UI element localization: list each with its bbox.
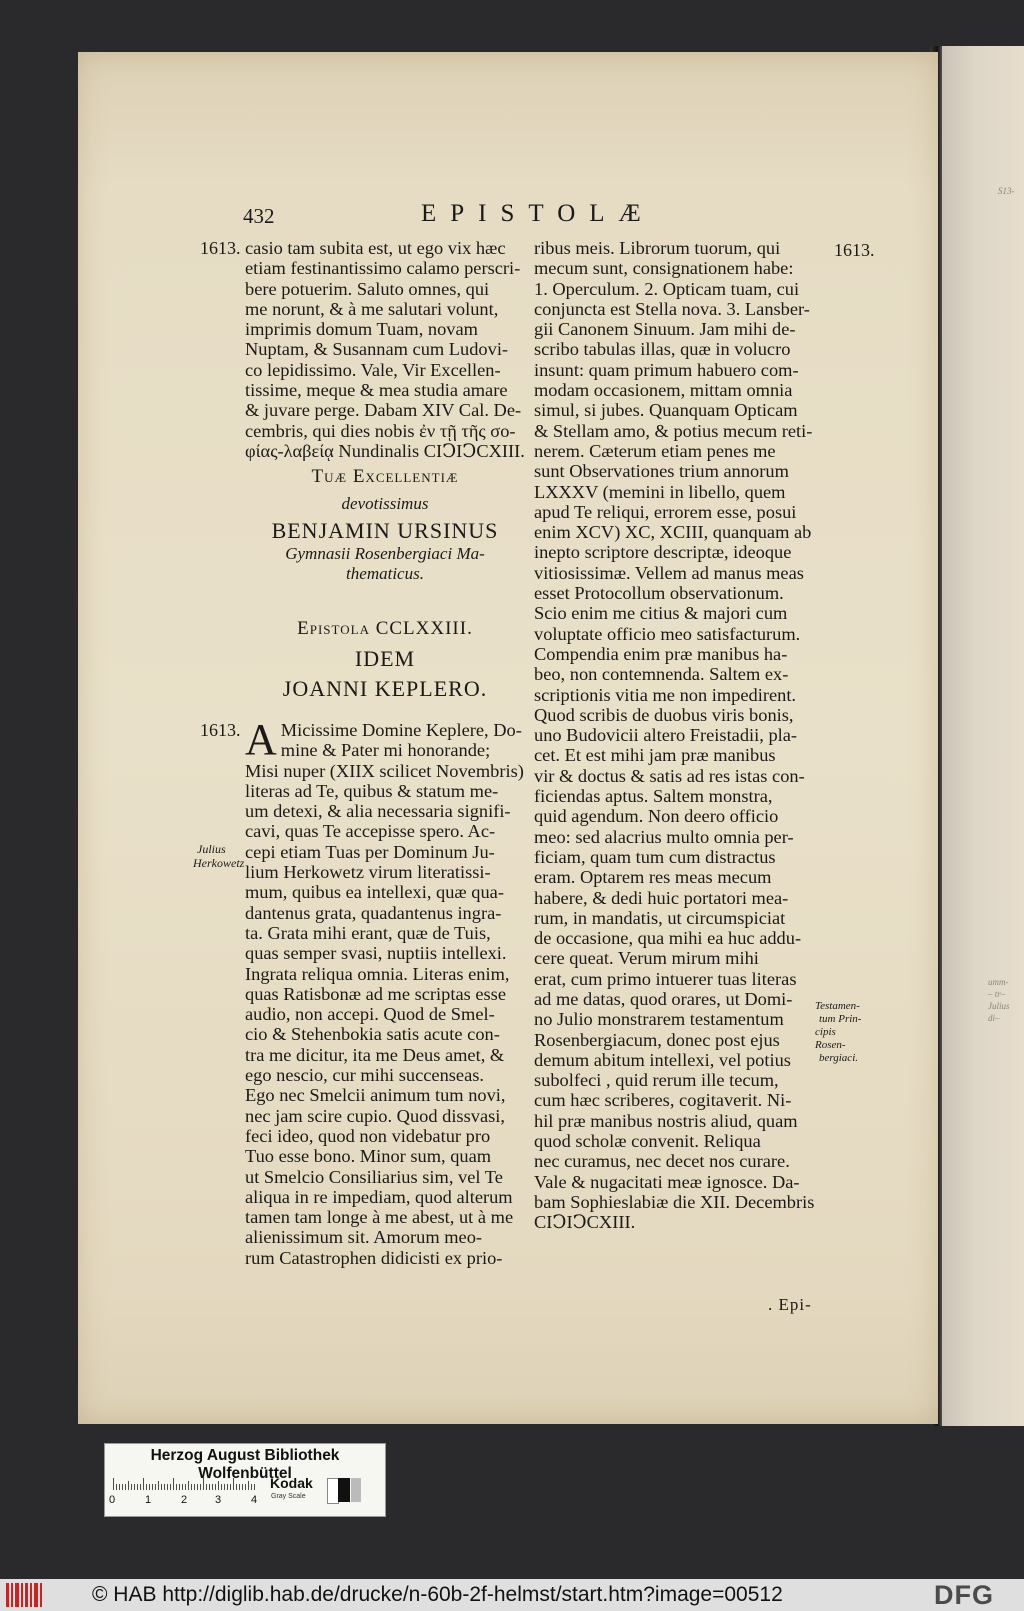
ruler-tick: [134, 1484, 135, 1490]
text-line: cet. Et est mihi jam præ manibus: [534, 745, 776, 766]
text-line: cepi etiam Tuas per Dominum Ju-: [245, 841, 495, 862]
gray-patch-gray: [351, 1478, 361, 1502]
ruler-tick: [170, 1484, 171, 1490]
ruler-tick: [146, 1484, 147, 1490]
text-line: nerem. Cæterum etiam penes me: [534, 440, 776, 461]
text-line: etiam festinantissimo calamo perscri-: [245, 258, 521, 279]
ruler-number: 4: [251, 1494, 258, 1506]
ruler-tick: [203, 1478, 204, 1490]
ruler-tick: [209, 1484, 210, 1490]
text-line: vitiosissimæ. Vellem ad manus meas: [534, 562, 804, 583]
closing-devotion: devotissimus: [341, 494, 429, 513]
ruler-tick: [221, 1484, 222, 1490]
ruler-number: 2: [181, 1494, 188, 1506]
text-line: Ingrata reliqua omnia. Literas enim,: [245, 963, 510, 984]
text-line: quid agendum. Non deero officio: [534, 806, 779, 827]
ruler-tick: [125, 1484, 126, 1490]
text-line: casio tam subita est, ut ego vix hæc: [245, 238, 506, 258]
margin-year-letter: 1613.: [200, 720, 241, 740]
ruler-tick: [206, 1484, 207, 1490]
ruler-number: 1: [145, 1494, 152, 1506]
text-line: nec jam scire cupio. Quod dissvasi,: [245, 1105, 505, 1126]
text-line: Rosenbergiacum, donec post ejus: [534, 1029, 780, 1050]
text-line: literas ad Te, quibus & statum me-: [245, 780, 499, 801]
text-line: erat, cum primo intuerer tuas literas: [534, 968, 797, 989]
epistle-heading: Epistola CCLXXIII.: [297, 618, 473, 639]
text-line: ut Smelcio Consiliarius sim, vel Te: [245, 1166, 503, 1187]
ruler-tick: [164, 1484, 165, 1490]
text-line: conjuncta est Stella nova. 3. Lansber-: [534, 298, 810, 319]
text-line: cere queat. Verum mirum mihi: [534, 948, 759, 969]
signature: BENJAMIN URSINUS: [271, 518, 499, 543]
ruler-tick: [182, 1484, 183, 1490]
text-line: hil præ manibus nostris aliud, quam: [534, 1110, 798, 1131]
ruler-tick: [248, 1481, 249, 1490]
barcode-icon: [6, 1583, 46, 1607]
text-line: feci ideo, quod non videbatur pro: [245, 1125, 491, 1146]
text-line: tissime, meque & mea studia amare: [245, 380, 508, 401]
text-line: esset Protocollum observationum.: [534, 583, 784, 604]
ruler-tick: [119, 1484, 120, 1490]
margin-note-line: Julius: [197, 842, 226, 856]
ruler-tick: [254, 1484, 255, 1490]
margin-note-line: bergiaci.: [819, 1052, 858, 1064]
ruler-tick: [242, 1484, 243, 1490]
margin-note-line: Testamen-: [815, 1000, 860, 1012]
text-line: eram. Optarem res meas mecum: [534, 867, 772, 888]
text-line: apud Te reliqui, errorem esse, posui: [534, 501, 797, 522]
text-line: scriptionis vitia me non impedirent.: [534, 684, 797, 705]
drop-capital: A: [245, 715, 277, 764]
text-line: & Stellam amo, & potius mecum reti-: [534, 420, 813, 441]
text-line: Tuo esse bono. Minor sum, quam: [245, 1146, 492, 1167]
library-name: Herzog August Bibliothek Wolfenbüttel: [150, 1447, 340, 1482]
ruler-tick: [239, 1484, 240, 1490]
signatory-title-line2: thematicus.: [346, 564, 424, 583]
text-line: um detexi, & alia necessaria signifi-: [245, 801, 511, 822]
signatory-title-line1: Gymnasii Rosenbergiaci Ma-: [285, 544, 485, 563]
ruler-tick: [215, 1484, 216, 1490]
ruler-tick: [200, 1484, 201, 1490]
text-line: ribus meis. Librorum tuorum, qui: [534, 238, 781, 258]
margin-note-line: Herkowetz: [193, 856, 245, 870]
catchword: . Epi-: [768, 1295, 812, 1314]
text-line: Ego nec Smelcii animum tum novi,: [245, 1085, 506, 1106]
text-line: mum, quibus ea intellexi, quæ qua-: [245, 882, 504, 903]
text-line: mine & Pater mi honorande;: [280, 740, 491, 761]
text-line: habere, & dedi huic portatori mea-: [534, 887, 789, 908]
text-line: mecum sunt, consignationem habe:: [534, 258, 794, 279]
page-header: [78, 200, 938, 230]
text-line: tra me dicitur, ita me Deus amet, &: [245, 1044, 505, 1065]
margin-year-left: 1613.: [200, 238, 241, 258]
ruler-number: 0: [109, 1494, 116, 1506]
text-line: nec curamus, nec decet nos curare.: [534, 1151, 790, 1172]
ruler-tick: [155, 1484, 156, 1490]
ruler-tick: [161, 1484, 162, 1490]
text-line: gii Canonem Sinuum. Jam mihi de-: [534, 319, 796, 340]
ruler-scale: [113, 1478, 257, 1490]
margin-year-right: 1613.: [834, 240, 875, 260]
text-line: Nuptam, & Susannam cum Ludovi-: [245, 339, 509, 360]
text-line: de occasione, qua mihi ea huc addu-: [534, 928, 802, 949]
ruler-tick: [179, 1484, 180, 1490]
closing-salutation: Tuæ Excellentiæ: [311, 466, 459, 487]
text-line: bam Sophieslabiæ die XII. Decembris: [534, 1191, 815, 1212]
ruler-tick: [212, 1484, 213, 1490]
ruler-tick: [140, 1484, 141, 1490]
text-line: quas semper svasi, nuptiis intellexi.: [245, 943, 507, 964]
ruler-tick: [245, 1484, 246, 1490]
text-line: alienissimum sit. Amorum meo-: [245, 1227, 483, 1248]
ruler-tick: [158, 1481, 159, 1490]
ruler-tick: [230, 1484, 231, 1490]
ruler-tick: [113, 1478, 114, 1490]
bleed-through-text: S13-: [998, 186, 1015, 196]
text-line: Micissime Domine Keplere, Do-: [280, 720, 522, 740]
color-calibration-card: [104, 1443, 386, 1517]
text-line: aliqua in re impediam, quod alterum: [245, 1186, 513, 1207]
text-line: tamen tam longe à me abest, ut à me: [245, 1207, 514, 1228]
text-line: φίας-λαβείᾳ Nundinalis CIↃIↃCXIII.: [245, 440, 525, 461]
text-line: LXXXV (memini in libello, quem: [534, 481, 786, 502]
book-page: [78, 52, 938, 1424]
running-title: EPISTOLÆ: [421, 200, 655, 227]
text-line: ta. Grata mihi erant, quæ de Tuis,: [245, 922, 491, 943]
gray-scale-label: Gray Scale: [271, 1493, 306, 1500]
ruler-tick: [116, 1484, 117, 1490]
ruler-tick: [218, 1481, 219, 1490]
text-line: beo, non contemnenda. Saltem ex-: [534, 664, 789, 685]
text-line: dantenus grata, quadantenus ingra-: [245, 902, 502, 923]
text-line: enim XCV) XC, XCIII, quanquam ab: [534, 522, 812, 543]
margin-note-testamentum: [815, 1000, 865, 1065]
text-line: 1. Operculum. 2. Opticam tuam, cui: [534, 278, 800, 299]
text-line: & juvare perge. Dabam XIV Cal. De-: [245, 400, 522, 421]
epistle-from: IDEM: [354, 646, 416, 671]
ruler-tick: [131, 1484, 132, 1490]
text-line: no Julio monstrarem testamentum: [534, 1009, 784, 1030]
ruler-tick: [167, 1484, 168, 1490]
text-line: inepto scriptore descriptæ, ideoque: [534, 542, 792, 563]
ruler-tick: [188, 1481, 189, 1490]
epistle-to: JOANNI KEPLERO.: [282, 676, 488, 701]
text-line: Vale & nugacitati meæ ignosce. Da-: [534, 1171, 800, 1192]
copyright-url[interactable]: © HAB http://diglib.hab.de/drucke/n-60b-2f-helmst/start.htm?image=00512: [92, 1583, 783, 1606]
ruler-tick: [122, 1484, 123, 1490]
column-left-letter: [245, 715, 525, 1268]
text-line: meo: sed alacrius multo omnia per-: [534, 826, 794, 847]
text-line: cembris, qui dies nobis ἐν τῇ τῆς σο-: [245, 420, 516, 441]
text-line: quod scholæ convenit. Reliqua: [534, 1131, 761, 1152]
text-line: cavi, quas Te accepisse spero. Ac-: [245, 821, 496, 842]
footer-bar: [0, 1579, 1024, 1611]
column-left-top: [245, 238, 525, 461]
text-line: rum Catastrophen didicisti ex prio-: [245, 1247, 503, 1268]
ruler-tick: [137, 1484, 138, 1490]
margin-note-line: tum Prin-: [819, 1013, 862, 1025]
text-line: ego nescio, cur mihi succenseas.: [245, 1065, 484, 1086]
text-line: ficiendas aptus. Saltem monstra,: [534, 786, 773, 807]
ruler-number: 3: [215, 1494, 222, 1506]
margin-note-julius: [193, 842, 243, 870]
column-right: [534, 238, 819, 1233]
ruler-tick: [251, 1484, 252, 1490]
text-line: me norunt, & à me salutari volunt,: [245, 298, 499, 319]
text-line: vir & doctus & satis ad res istas con-: [534, 765, 805, 786]
text-line: Compendia enim præ manibus ha-: [534, 643, 788, 664]
text-line: modam occasionem, mittam omnia: [534, 380, 793, 401]
text-line: simul, si jubes. Quanquam Opticam: [534, 400, 798, 421]
text-line: bere potuerim. Saluto omnes, qui: [245, 278, 490, 299]
text-line: lium Herkowetz virum literatissi-: [245, 862, 491, 883]
text-line: rum, in mandatis, ut circumspiciat: [534, 907, 786, 928]
dfg-logo: DFG: [934, 1580, 994, 1610]
ruler-tick: [149, 1484, 150, 1490]
text-line: demum abitum intellexi, vel potius: [534, 1049, 791, 1070]
text-line: insunt: quam primum habuero com-: [534, 359, 799, 380]
text-line: voluptate officio meo satisfacturum.: [534, 623, 801, 644]
ruler-tick: [197, 1484, 198, 1490]
text-line: Quod scribis de duobus viris bonis,: [534, 704, 794, 725]
ruler-tick: [194, 1484, 195, 1490]
text-line: uno Budovicii altero Freistadii, pla-: [534, 725, 798, 746]
ruler-tick: [236, 1484, 237, 1490]
ruler-tick: [191, 1484, 192, 1490]
text-line: scribo tabulas illas, quæ in volucro: [534, 339, 791, 360]
page-number: 432: [243, 204, 275, 228]
ruler-tick: [176, 1484, 177, 1490]
text-line: ad me datas, quod orares, ut Domi-: [534, 988, 793, 1009]
text-line: co lepidissimo. Vale, Vir Excellen-: [245, 359, 501, 380]
text-line: quas Ratisbonæ ad me scriptas esse: [245, 983, 506, 1004]
kodak-logo: Kodak: [270, 1475, 313, 1491]
text-line: Misi nuper (XIIX scilicet Novembris): [245, 760, 524, 781]
ruler-tick: [233, 1478, 234, 1490]
text-line: imprimis domum Tuam, novam: [245, 319, 478, 340]
text-line: audio, non accepi. Quod de Smel-: [245, 1004, 495, 1025]
ruler-tick: [152, 1484, 153, 1490]
ruler-tick: [143, 1478, 144, 1490]
text-line: CIↃIↃCXIII.: [534, 1212, 636, 1233]
text-line: cum hæc scriberes, cogitaverit. Ni-: [534, 1090, 792, 1111]
ruler-tick: [227, 1484, 228, 1490]
ruler-tick: [224, 1484, 225, 1490]
ruler-tick: [128, 1481, 129, 1490]
text-line: cio & Stehenbokia satis acute con-: [245, 1024, 500, 1045]
margin-note-line: cipis Rosen-: [815, 1026, 846, 1051]
text-line: subolfeci , quid rerum ille tecum,: [534, 1070, 779, 1091]
ruler-tick: [185, 1484, 186, 1490]
bleed-through-notes: umm- – tr– Julius di–: [988, 977, 1010, 1023]
text-line: ficiam, quam tum cum distractus: [534, 846, 776, 867]
ruler-tick: [173, 1478, 174, 1490]
text-line: Scio enim me citius & majori cum: [534, 603, 788, 624]
facing-page-edge: [940, 46, 1024, 1426]
gray-patch-black: [338, 1478, 350, 1502]
text-line: sunt Observationes trium annorum: [534, 461, 789, 482]
